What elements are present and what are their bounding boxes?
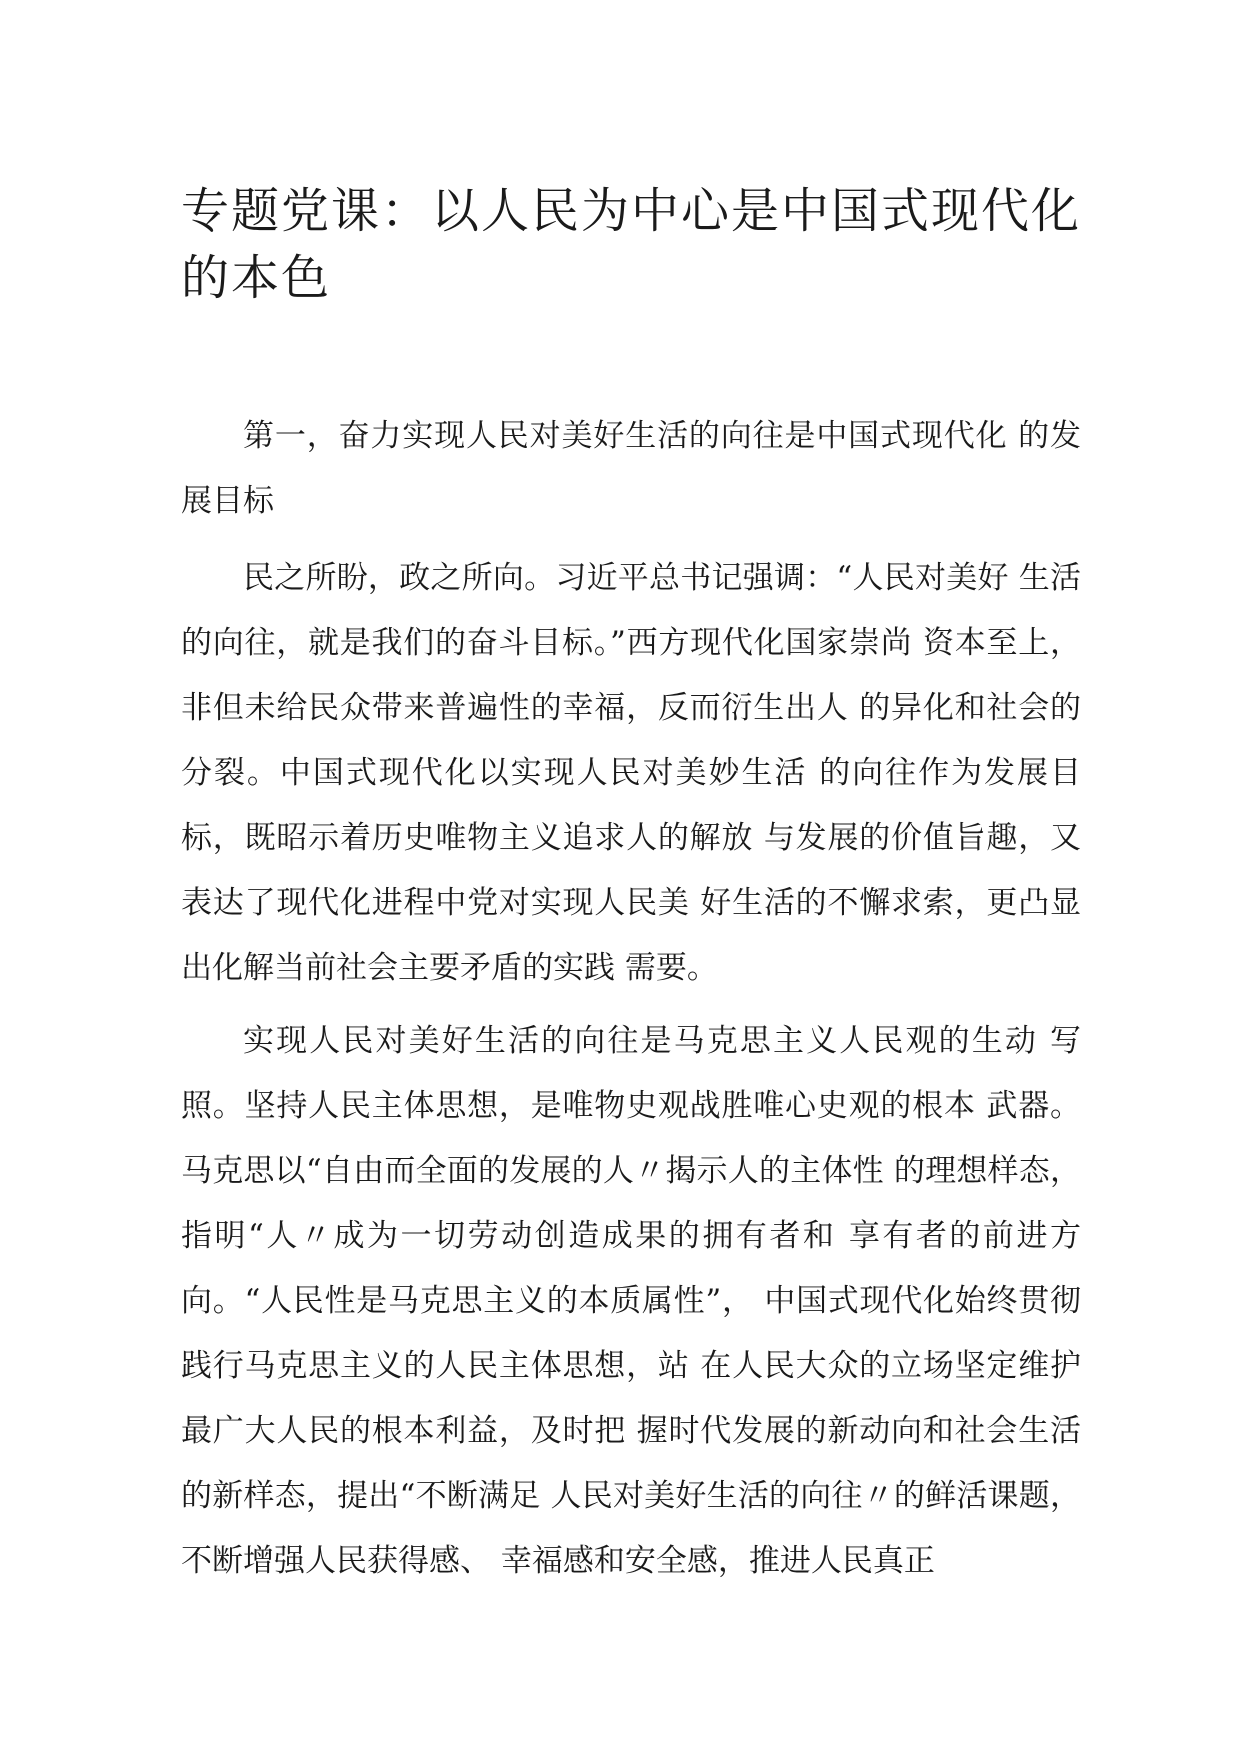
- section-heading: 第一，奋力实现人民对美好生活的向往是中国式现代化 的发展目标: [181, 418, 1081, 519]
- paragraph: 民之所盼，政之所向。习近平总书记强调：“人民对美好 生活的向往，就是我们的奋斗目标。”西方现代化国家崇尚 资本至上，非但未给民众带来普遍性的幸福，反而衍生出人 的异化和社会的分裂。中国式现代化以实现人民对美妙生活 的向往作为发展目标，既昭示着历史唯物主义追求人的解放 与发展的价值旨趣，又表达了现代化进程中党对实现人民美 好生活的不懈求索，更凸显出化解当前社会主要矛盾的实践 需要。: [181, 560, 1081, 986]
- document-body: [181, 404, 1081, 1602]
- document-title: 专题党课：以人民为中心是中国式现代化的本色: [181, 183, 1082, 306]
- paragraph: 实现人民对美好生活的向往是马克思主义人民观的生动 写照。坚持人民主体思想，是唯物史观战胜唯心史观的根本 武器。马克思以“自由而全面的发展的人〃揭示人的主体性 的理想样态，指明“人〃成为一切劳动创造成果的拥有者和 享有者的前进方向。“人民性是马克思主义的本质属性”， 中国式现代化始终贯彻践行马克思主义的人民主体思想，站 在人民大众的立场坚定维护最广大人民的根本利益，及时把 握时代发展的新动向和社会生活的新样态，提出“不断满足 人民对美好生活的向往〃的鲜活课题，不断增强人民获得感、 幸福感和安全感，推进人民真正: [181, 1023, 1081, 1579]
